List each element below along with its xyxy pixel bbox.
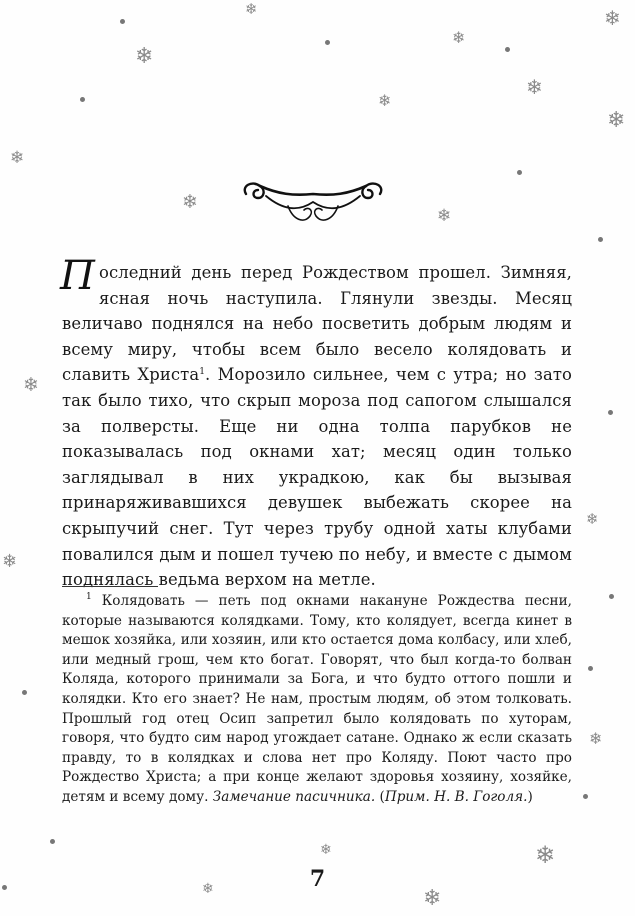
snow-dot <box>120 19 125 24</box>
snowflake-icon: ❄ <box>202 881 214 897</box>
footnote-text: Колядовать — петь под окнами накануне Рождества песни, которые называются колядками. Тому, кто колядует, всегда кинет в мешок хозяйка, или хозяин, или кто остается дома колбасу, или хлеб, или медный грош, чем кто богат. Говорят, что был когда-то болван Коляда, которого принимали за Бога, и что будто оттого пошли и колядки. Кто его знает? Не нам, простым людям, об этом толковать. Прошлый год отец Осип запретил было колядовать по хуторам, говоря, что будто сим народ угождает сатане. Однако ж если сказать правду, то в колядках и слова нет про Коляду. Поют часто про Рождество Христа; а при конце желают здоровья хозяину, хозяйке, детям и всему дому. <box>62 593 572 805</box>
snow-dot <box>609 594 614 599</box>
footnote-attribution: Замечание пасичника. <box>212 788 376 805</box>
snowflake-icon: ❄ <box>535 841 556 869</box>
footnote-divider <box>62 586 158 587</box>
snow-dot <box>80 97 85 102</box>
main-text-start: оследний день перед Рождеством прошел. Зимняя, ясная ночь наступила. Глянули звезды. Месяц величаво поднялся на небо посветить добрым людям и всему миру, чтобы всем было весело колядовать и славить Христа <box>62 263 572 385</box>
flourish-ornament <box>238 172 388 232</box>
footnote-author: Прим. Н. В. Гоголя. <box>384 788 528 805</box>
snowflake-icon: ❄ <box>2 551 18 572</box>
snow-dot <box>325 40 330 45</box>
snow-dot <box>22 690 27 695</box>
drop-cap: П <box>60 253 95 299</box>
footnote-number: 1 <box>86 592 92 602</box>
main-paragraph <box>60 253 572 593</box>
snow-dot <box>598 237 603 242</box>
snow-dot <box>50 839 55 844</box>
snow-dot <box>517 170 522 175</box>
snow-dot <box>505 47 510 52</box>
footnote-ref[interactable]: 1 <box>199 367 206 378</box>
snowflake-icon: ❄ <box>182 191 198 213</box>
snowflake-icon: ❄ <box>586 510 599 528</box>
snow-dot <box>588 666 593 671</box>
snowflake-icon: ❄ <box>320 842 332 858</box>
snowflake-icon: ❄ <box>589 729 603 748</box>
footnote-paren-close: ) <box>527 788 533 805</box>
page-number: 7 <box>309 866 326 892</box>
snowflake-icon: ❄ <box>378 91 392 110</box>
snowflake-icon: ❄ <box>437 206 452 226</box>
snow-dot <box>583 794 588 799</box>
snowflake-icon: ❄ <box>526 75 543 99</box>
snowflake-icon: ❄ <box>423 886 442 911</box>
snowflake-icon: ❄ <box>10 148 25 168</box>
snow-dot <box>608 410 613 415</box>
footnote <box>62 592 572 808</box>
snowflake-icon: ❄ <box>607 108 626 133</box>
snowflake-icon: ❄ <box>23 374 39 396</box>
snowflake-icon: ❄ <box>604 6 621 30</box>
main-text <box>60 253 572 593</box>
footnote-paren-open: ( <box>375 788 385 805</box>
main-text-end: . Морозило сильнее, чем с утра; но зато так было тихо, что скрып мороза под сапогом слышался за полверсты. Еще ни одна толпа парубков не показывалась под окнами хат; месяц один только заглядывал в них украдкою, как бы вызывая принаряживавшихся девушек выбежать скорее на скрыпучий снег. Тут через трубу одной хаты клубами повалился дым и пошел тучею по небу, и вместе с дымом поднялась ведьма верхом на метле. <box>62 365 572 590</box>
snowflake-icon: ❄ <box>135 44 154 69</box>
snowflake-icon: ❄ <box>245 0 258 18</box>
footnote-paragraph <box>62 592 572 808</box>
snowflake-icon: ❄ <box>452 28 466 47</box>
